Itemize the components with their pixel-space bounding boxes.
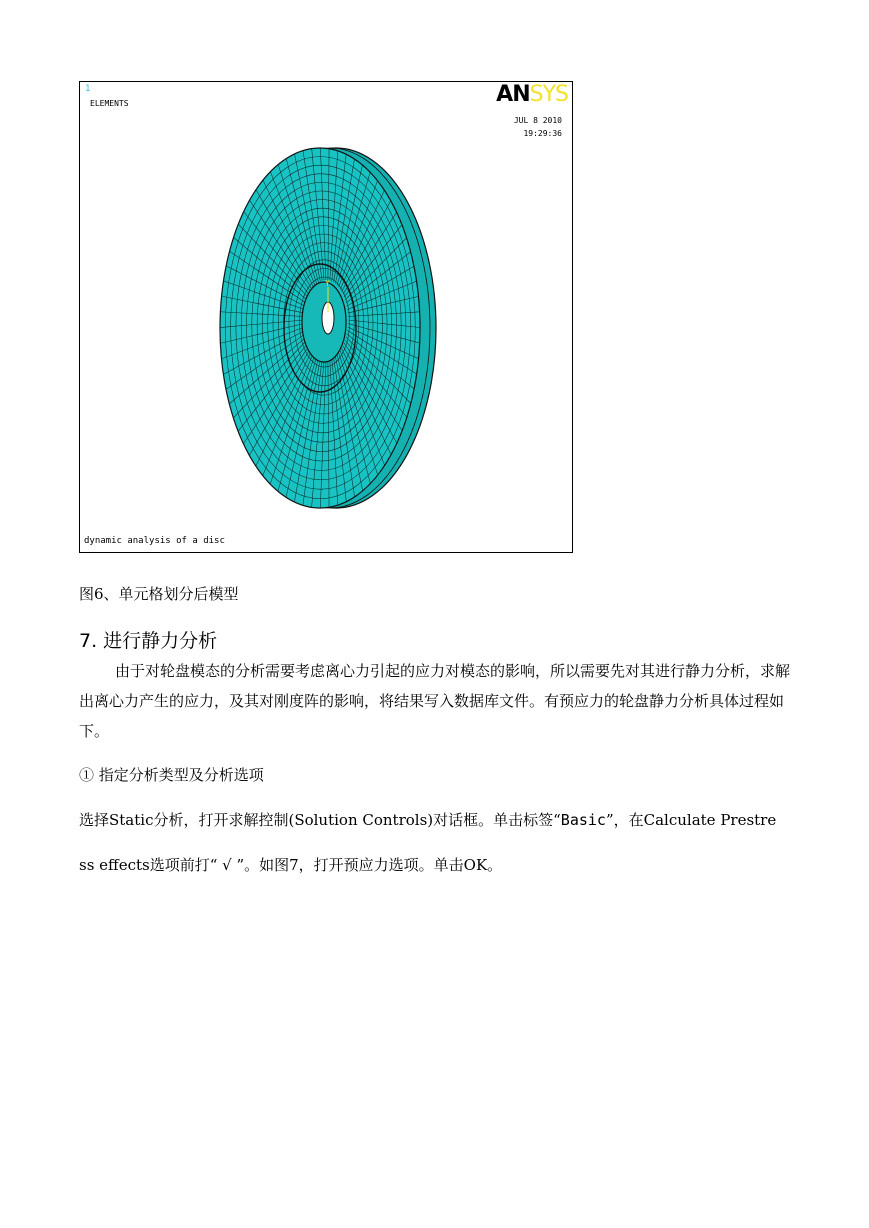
- disc-mesh-model: [80, 82, 573, 553]
- date-text: JUL 8 2010: [513, 116, 562, 125]
- body-paragraph: 由于对轮盘模态的分析需要考虑离心力引起的应力对模态的影响，所以需要先对其进行静力分析，求解出离心力产生的应力，及其对刚度阵的影响，将结果写入数据库文件。有预应力的轮盘静力分析具体过程如下。: [79, 662, 791, 740]
- time-text: 19:29:36: [523, 129, 562, 138]
- instruction-line-1: [79, 809, 776, 830]
- section-heading: 7. 进行静力分析: [79, 630, 218, 652]
- step-1: ① 指定分析类型及分析选项: [79, 766, 264, 784]
- logo-an: AN: [496, 82, 530, 107]
- instruction-line-1-end: ”，在Calculate Prestre: [605, 811, 777, 829]
- logo-sys: SYS: [529, 82, 568, 107]
- ansys-figure: [79, 81, 573, 553]
- instruction-line-1-start: 选择Static分析，打开求解控制(Solution Controls)对话框。单击标签“: [79, 811, 561, 829]
- plot-title: dynamic analysis of a disc: [84, 536, 225, 546]
- window-number: 1: [85, 84, 91, 94]
- plot-label: ELEMENTS: [90, 99, 129, 108]
- figure-caption: 图6、单元格划分后模型: [79, 585, 239, 603]
- instruction-line-2: ss effects选项前打“ √ ”。如图7，打开预应力选项。单击OK。: [79, 856, 503, 874]
- basic-tab-label: Basic: [560, 811, 606, 829]
- y-axis-label: Y: [325, 279, 330, 288]
